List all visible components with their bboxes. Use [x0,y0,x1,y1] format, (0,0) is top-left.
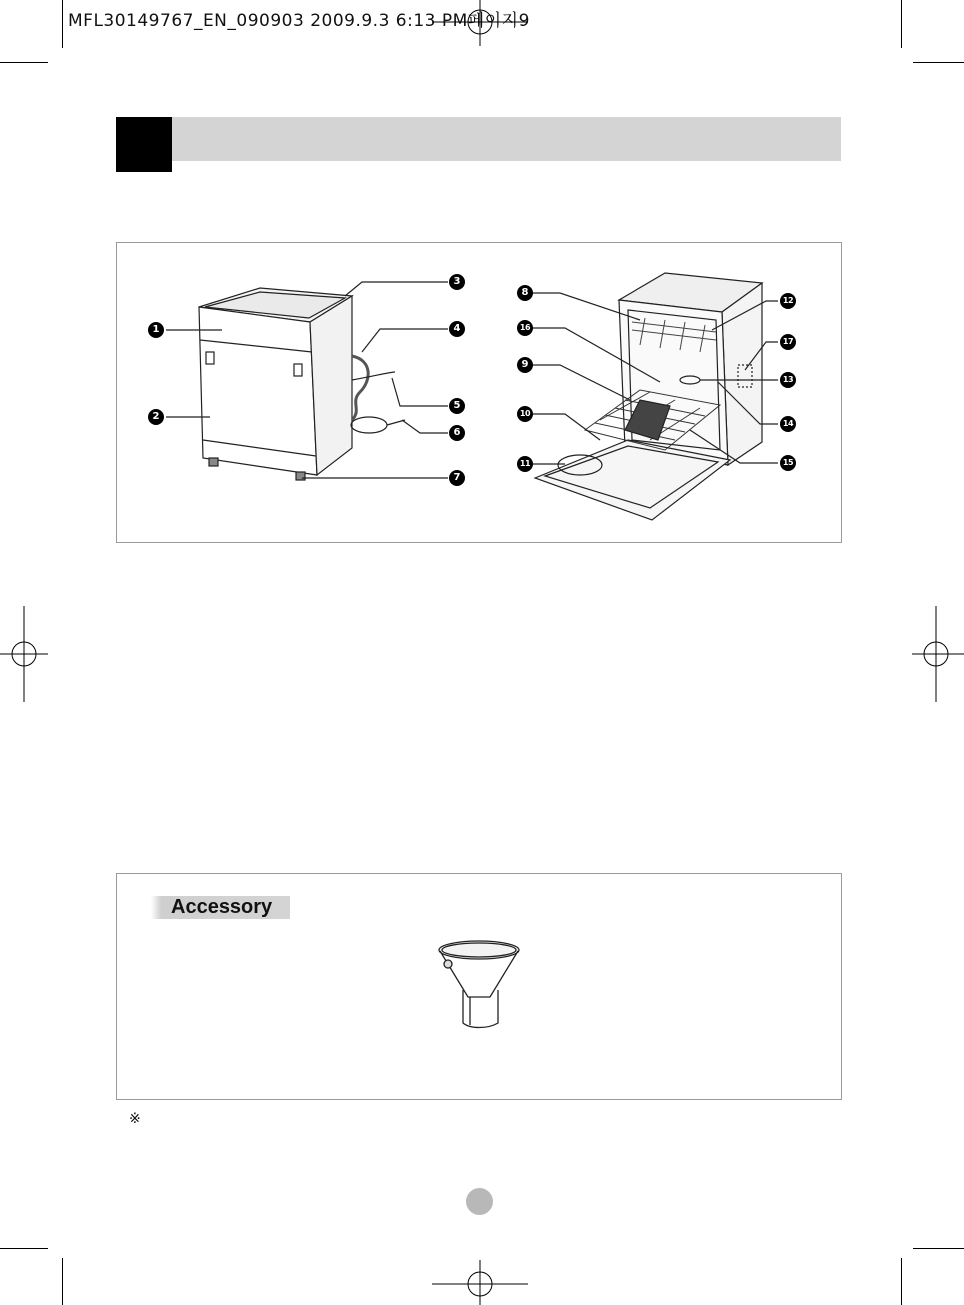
callout-3: 3 [449,274,465,290]
footnote-symbol: ※ [129,1111,141,1127]
callout-14: 14 [780,416,796,432]
registration-mark-left [0,606,48,702]
callout-17: 17 [780,334,796,350]
callout-1: 1 [148,322,164,338]
registration-mark-right [912,606,964,702]
callout-9: 9 [517,357,533,373]
callout-4: 4 [449,321,465,337]
print-slug: MFL30149767_EN_090903 2009.9.3 6:13 PM페이지9 [68,11,530,31]
callout-16: 16 [517,320,533,336]
callout-2: 2 [148,409,164,425]
callout-13: 13 [780,372,796,388]
registration-mark-bottom [430,1258,530,1305]
callout-6: 6 [449,425,465,441]
accessory-title: Accessory [151,896,290,919]
dishwasher-open-illustration [0,0,964,600]
callout-11: 11 [517,456,533,472]
funnel-icon [430,935,530,1035]
callout-8: 8 [517,285,533,301]
callout-7: 7 [449,470,465,486]
callout-15: 15 [780,455,796,471]
callout-5: 5 [449,398,465,414]
page-number-badge [466,1188,493,1215]
callout-12: 12 [780,293,796,309]
callout-10: 10 [517,406,533,422]
